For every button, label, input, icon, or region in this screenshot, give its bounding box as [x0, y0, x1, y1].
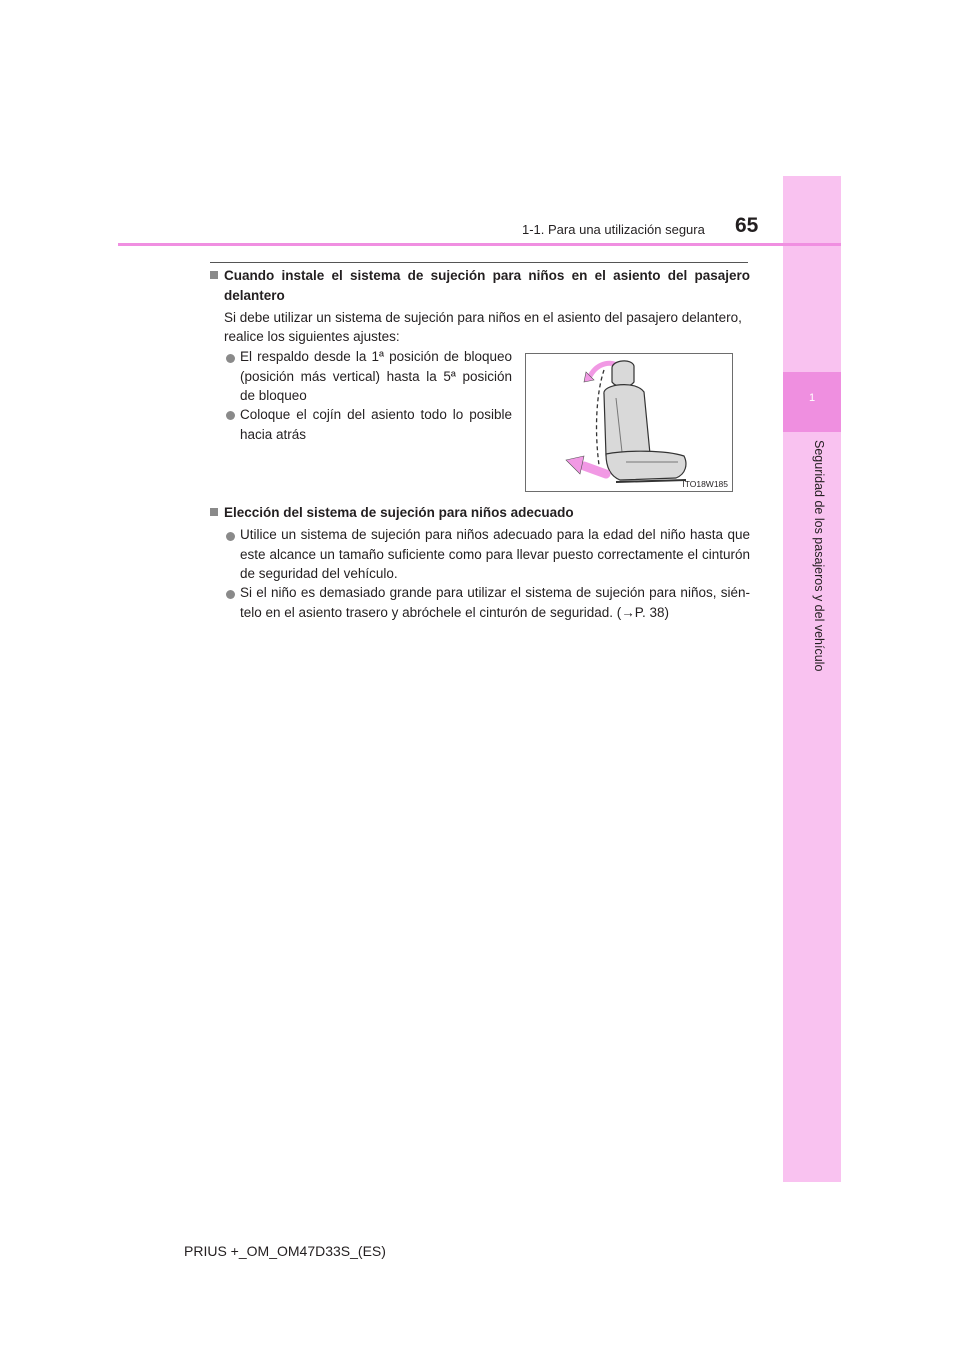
list-item-line: Si el niño es demasiado grande para utilizar el sistema de sujeción para niños, sién- — [240, 585, 750, 600]
bullet-dot-icon — [226, 532, 235, 541]
section2-heading — [210, 503, 574, 523]
header-rule — [118, 243, 841, 246]
chapter-number: 1 — [808, 392, 816, 404]
section1-heading-line2: delantero — [224, 288, 285, 303]
bullet-dot-icon — [226, 590, 235, 599]
list-item-line: (posición más vertical) hasta la 5ª posición — [240, 368, 512, 384]
list-item — [240, 583, 750, 622]
list-item-line: Coloque el cojín del asiento todo lo posible — [240, 407, 512, 422]
list-item-line: telo en el asiento trasero y abróchele el cinturón de seguridad. (→P. 38) — [240, 604, 670, 620]
bullet-dot-icon — [226, 411, 235, 420]
list-item-line: hacia atrás — [240, 426, 307, 442]
square-bullet-icon — [210, 271, 218, 279]
seat-illustration-icon — [526, 354, 732, 491]
list-item — [240, 405, 512, 444]
list-item-line: Utilice un sistema de sujeción para niños adecuado para la edad del niño hasta que — [240, 527, 750, 542]
section1-intro-line1: Si debe utilizar un sistema de sujeción para niños en el asiento del pasajero delantero, — [224, 310, 742, 325]
document-code: PRIUS +_OM_OM47D33S_(ES) — [184, 1243, 386, 1259]
figure-code: ITO18W185 — [682, 479, 728, 489]
section1-heading-line1: Cuando instale el sistema de sujeción para niños en el asiento del pasajero — [224, 268, 750, 283]
square-bullet-icon — [210, 508, 218, 516]
content-top-rule — [210, 262, 748, 263]
chapter-label: Seguridad de los pasajeros y del vehículo — [812, 440, 826, 672]
section-title: 1-1. Para una utilización segura — [522, 222, 705, 237]
list-item-line: El respaldo desde la 1ª posición de bloqueo — [240, 349, 512, 364]
section2-heading-text: Elección del sistema de sujeción para niños adecuado — [224, 505, 574, 520]
section1-intro-line2: realice los siguientes ajustes: — [224, 329, 400, 344]
chapter-side-tab — [783, 176, 841, 1182]
list-item — [240, 347, 512, 406]
list-item-line: de bloqueo — [240, 388, 307, 403]
list-item-line: este alcance un tamaño suficiente como para llevar puesto correctamente el cinturón — [240, 546, 750, 562]
page-number: 65 — [735, 214, 759, 237]
seat-adjustment-figure — [525, 353, 733, 492]
section1-heading — [210, 266, 750, 286]
list-item-line: de seguridad del vehículo. — [240, 566, 398, 581]
bullet-dot-icon — [226, 354, 235, 363]
list-item — [240, 525, 750, 584]
